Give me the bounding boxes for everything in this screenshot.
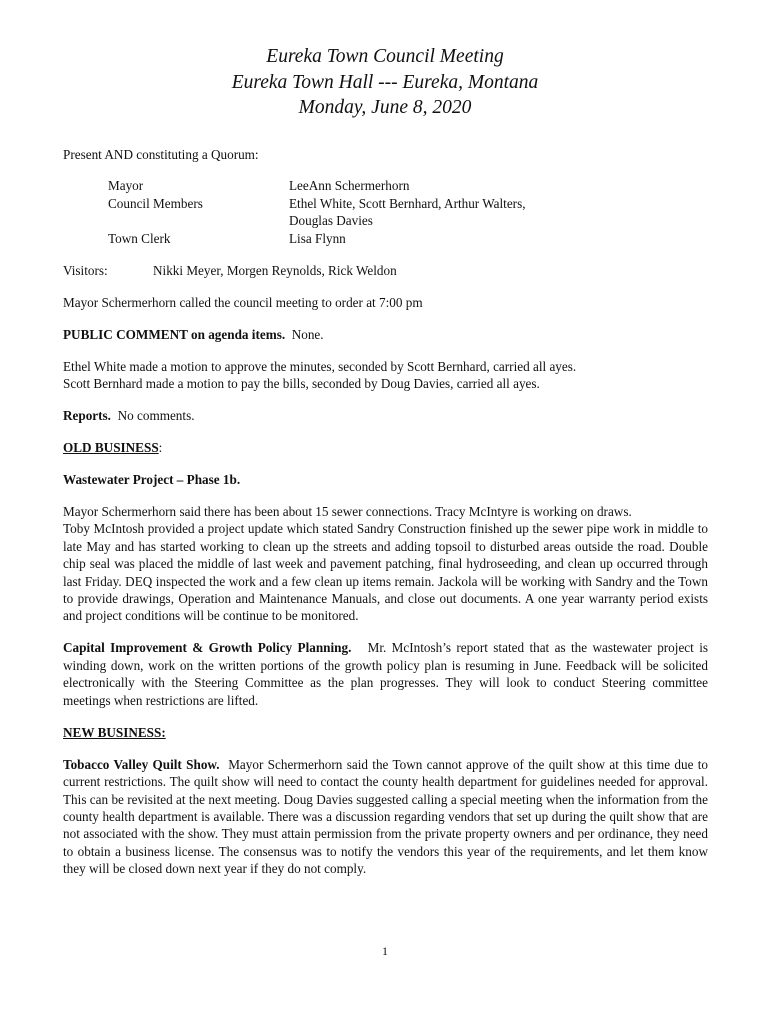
wastewater-heading [63, 471, 708, 488]
document-title [0, 44, 770, 121]
attendance-roster [108, 177, 708, 247]
roster-names: LeeAnn Schermerhorn [289, 178, 410, 194]
new-business-heading [63, 724, 708, 741]
wastewater-paragraph: Toby McIntosh provided a project update which stated Sandry Construction finished up the sewer pipe work in middle to late May and has started working to clean up the streets and adding topsoil to disturbed areas outside the road. Double chip seal was placed the middle of last week and pavement patching, final hydroseeding, and clean up occurred through last Friday. DEQ inspected the work and a few clean up items remain. Jackola will be working with Sandry and the Town to provide drawings, Operation and Maintenance Manuals, and close out documents. A one year warranty period exists and project conditions will be continue to be monitored. [63, 521, 708, 624]
visitors-names: Nikki Meyer, Morgen Reynolds, Rick Weldon [153, 262, 397, 278]
reports [63, 407, 708, 424]
roster-names: Douglas Davies [289, 213, 373, 229]
capital-text: Mr. McIntosh’s report stated that as the wastewater project is winding down, work on the written portions of the growth policy plan is resuming in June. Feedback will be solicited electronically with the Steering Committee as the plan progresses. They will look to conduct Steering committee meetings when restrictions are lifted. [63, 640, 709, 708]
page-number: 1 [382, 944, 388, 958]
quilt-heading: Tobacco Valley Quilt Show. [63, 756, 220, 772]
meeting-title: Eureka Town Council Meeting [266, 46, 504, 67]
reports-heading: Reports. [63, 408, 111, 424]
reports-text: No comments. [117, 408, 195, 424]
roster-names: Lisa Flynn [289, 230, 346, 246]
meeting-date: Monday, June 8, 2020 [298, 97, 472, 118]
roster-role: Council Members [108, 195, 203, 211]
visitors-line [63, 262, 708, 279]
public-comment [63, 326, 708, 343]
public-comment-heading: PUBLIC COMMENT on agenda items. [63, 326, 286, 342]
roster-role: Town Clerk [108, 230, 171, 246]
roster-role [108, 212, 289, 229]
call-to-order: Mayor Schermerhorn called the council meeting to order at 7:00 pm [63, 294, 423, 310]
old-business-heading [63, 439, 708, 456]
wastewater-line: Mayor Schermerhorn said there has been about 15 sewer connections. Tracy McIntyre is working on draws. [63, 504, 632, 520]
capital-heading: Capital Improvement & Growth Policy Planning. [63, 640, 352, 656]
quilt-text: Mayor Schermerhorn said the Town cannot approve of the quilt show at this time due to current restrictions. The quilt show will need to contact the county health department for guidelines needed for approval. This can be revisited at the next meeting. Doug Davies suggested calling a special meeting when the information from the county health department is available. There was a discussion regarding vendors that set up during the quilt show that are not associated with the show. They must attain permission from the private property owners and per ordinance, they need to obtain a business license. The consensus was to notify the vendors this year of the requirements, and let them know they will be closed down next year if they do not comply. [63, 756, 709, 877]
roster-names: Ethel White, Scott Bernhard, Arthur Walters, [289, 195, 526, 211]
meeting-location: Eureka Town Hall --- Eureka, Montana [231, 71, 539, 93]
visitors-label: Visitors: [63, 262, 108, 278]
roster-role: Mayor [108, 178, 144, 194]
new-business-title: NEW BUSINESS: [63, 724, 166, 740]
minutes-body [63, 146, 708, 878]
motion-bills: Scott Bernhard made a motion to pay the bills, seconded by Doug Davies, carried all ayes. [63, 376, 540, 392]
old-business-colon: : [158, 440, 163, 456]
old-business-title: OLD BUSINESS [63, 440, 159, 456]
quilt-paragraph [63, 756, 708, 878]
wastewater-title: Wastewater Project – Phase 1b. [63, 472, 241, 488]
public-comment-text: None. [291, 326, 324, 342]
quorum-intro: Present AND constituting a Quorum: [63, 147, 259, 162]
motion-minutes: Ethel White made a motion to approve the minutes, seconded by Scott Bernhard, carried all ayes. [63, 358, 577, 374]
capital-paragraph [63, 639, 708, 709]
